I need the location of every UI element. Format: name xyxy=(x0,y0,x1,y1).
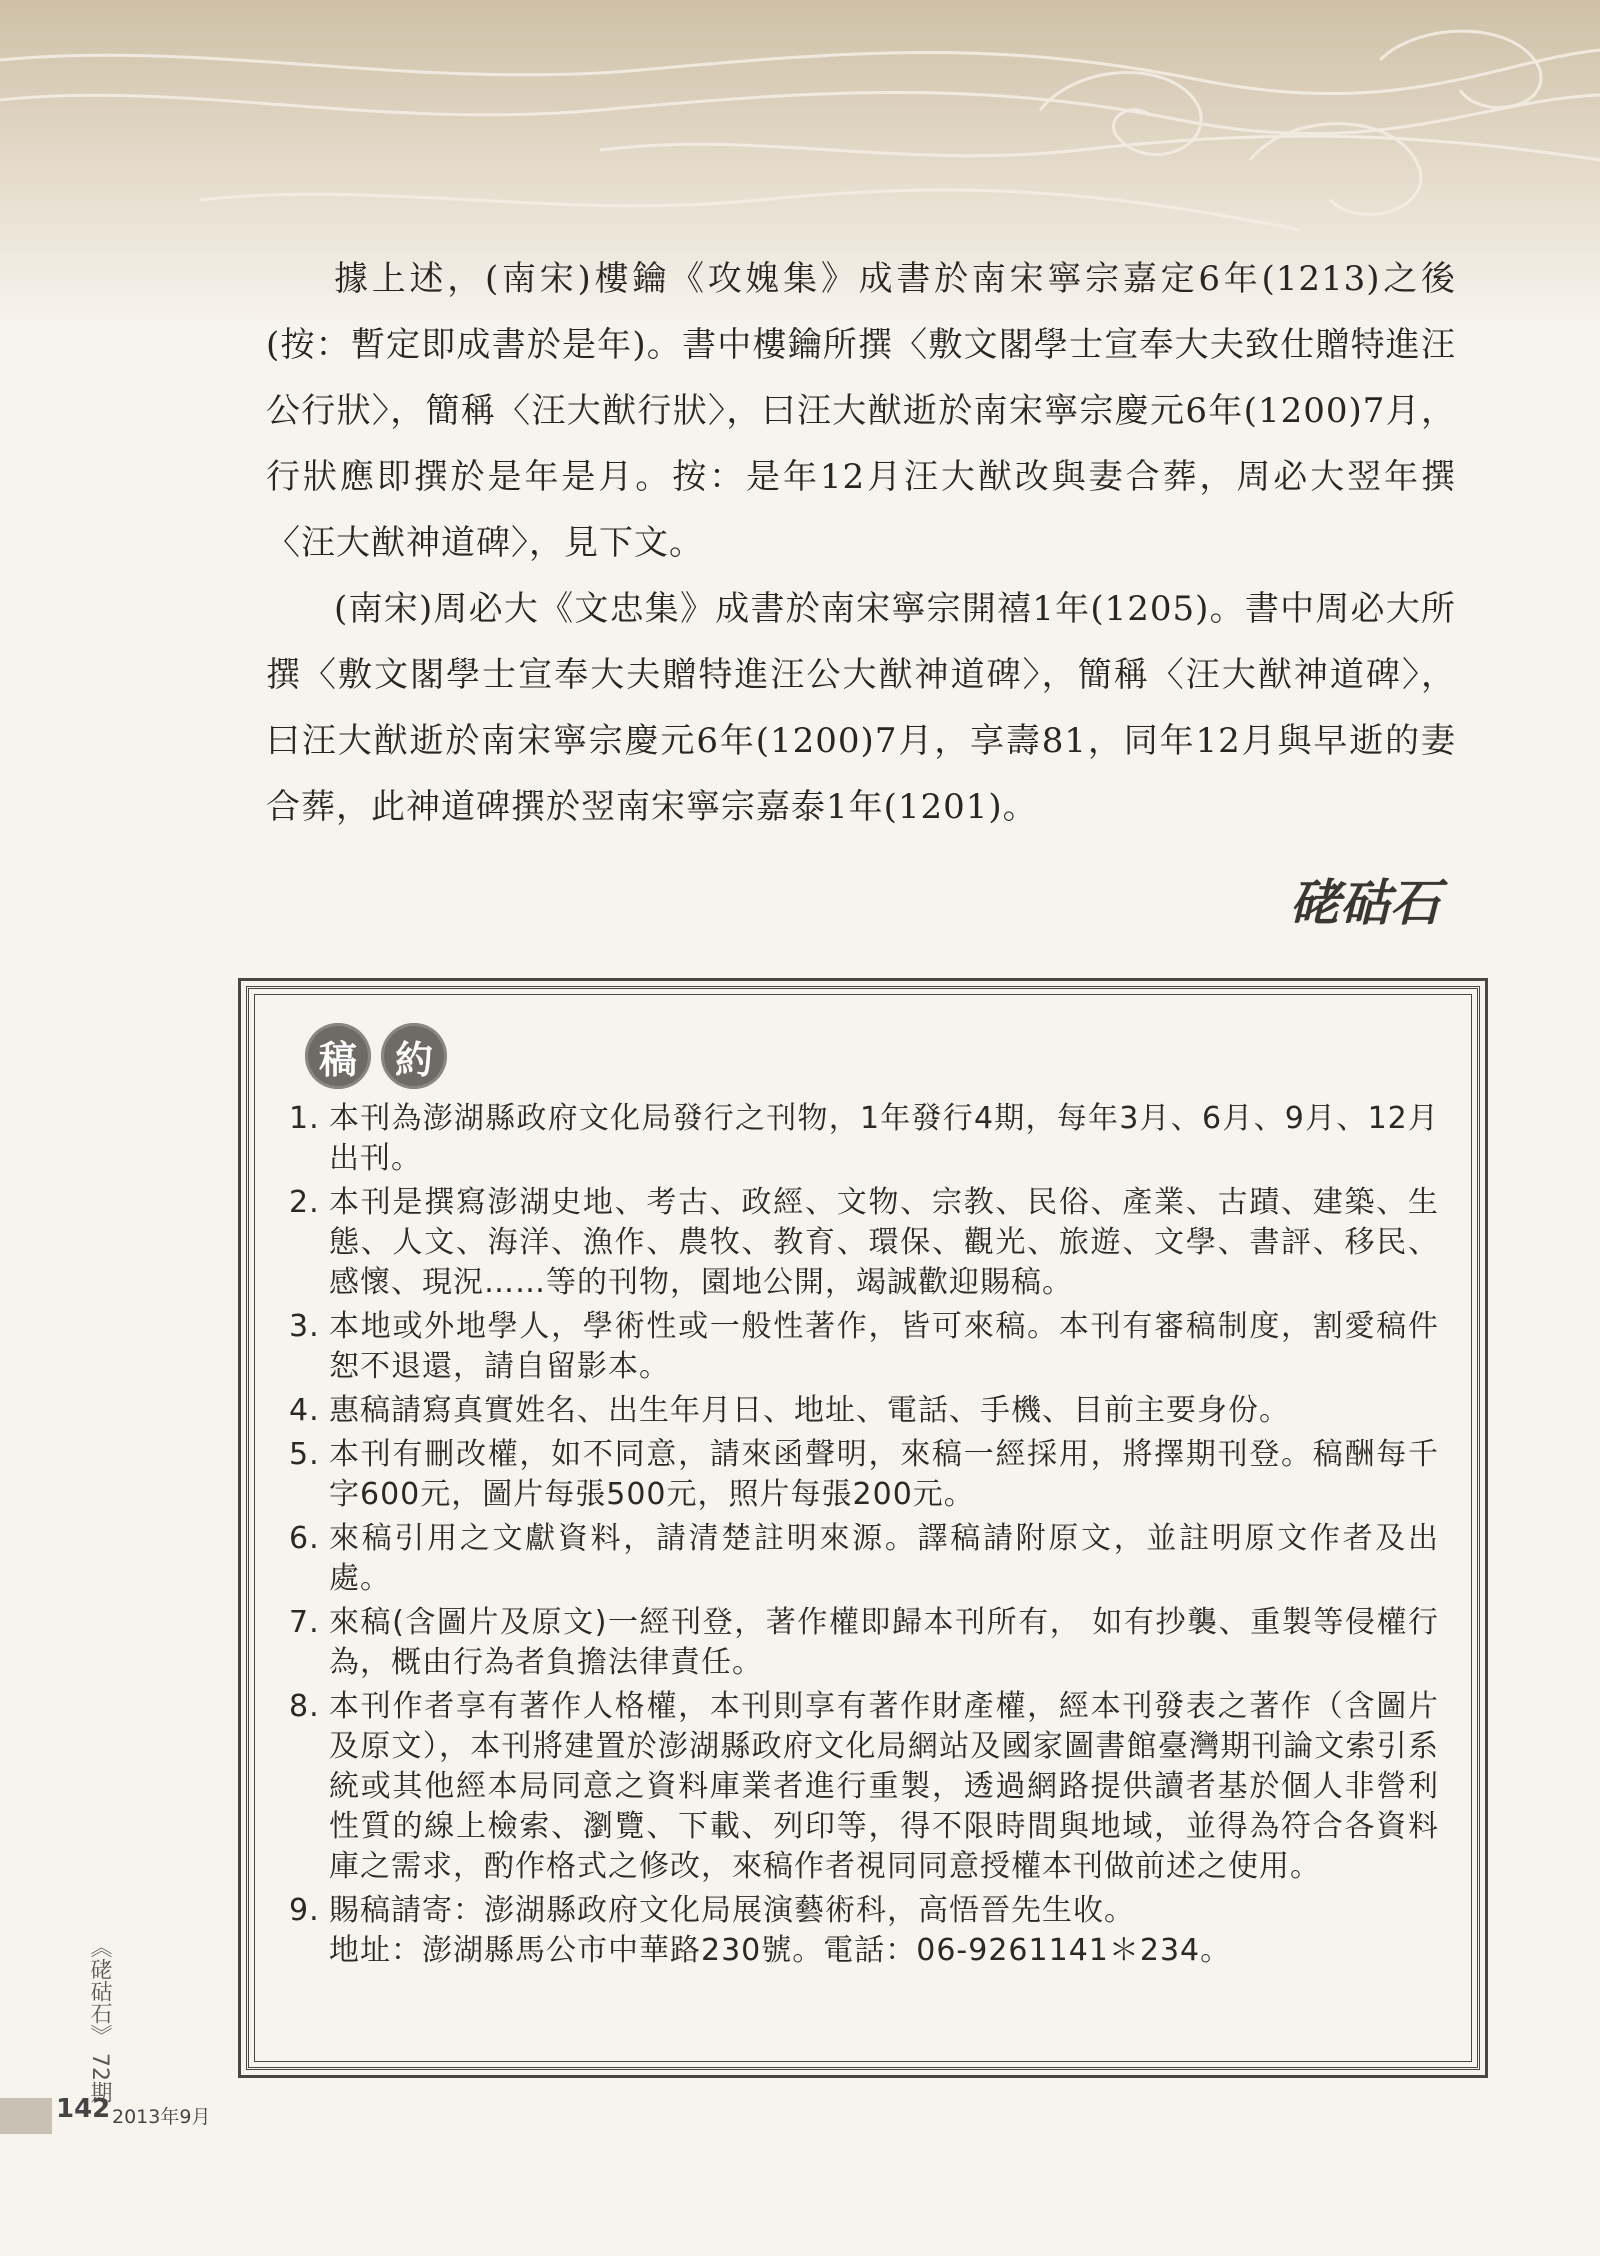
submission-guidelines-box xyxy=(238,978,1488,2078)
guideline-item xyxy=(289,1307,1439,1387)
guideline-number: 6. xyxy=(289,1521,320,1556)
svg-text:硓𥑮石: 硓𥑮石 xyxy=(1290,873,1440,932)
journal-logo-icon xyxy=(1290,868,1460,938)
guideline-number: 1. xyxy=(289,1101,320,1136)
guidelines-title xyxy=(305,1023,447,1093)
journal-name: 《硓𥑮石》 xyxy=(87,1936,112,2046)
guideline-item xyxy=(289,1435,1439,1515)
guideline-text: 本地或外地學人，學術性或一般性著作，皆可來稿。本刊有審稿制度，割愛稿件恕不退還，請自留影本。 xyxy=(329,1309,1439,1384)
issue-date: 2013年9月 xyxy=(112,2106,211,2128)
guideline-number: 9. xyxy=(289,1893,320,1928)
guideline-text-block xyxy=(329,1891,1439,1971)
guideline-item xyxy=(289,1099,1439,1179)
title-char: 稿 xyxy=(305,1023,371,1089)
guideline-number: 4. xyxy=(289,1393,320,1428)
guideline-text: 本刊是撰寫澎湖史地、考古、政經、文物、宗教、民俗、產業、古蹟、建築、生態、人文、海洋、漁作、農牧、教育、環保、觀光、旅遊、文學、書評、移民、感懷、現況……等的刊物，園地公開，竭誠歡迎賜稿。 xyxy=(329,1185,1439,1300)
guideline-item xyxy=(289,1519,1439,1599)
page-number: 142 xyxy=(56,2094,111,2124)
guideline-item xyxy=(289,1391,1439,1431)
guideline-item xyxy=(289,1687,1439,1887)
guideline-text: 來稿引用之文獻資料，請清楚註明來源。譯稿請附原文，並註明原文作者及出處。 xyxy=(329,1521,1439,1596)
guideline-number: 3. xyxy=(289,1309,320,1344)
guidelines-list xyxy=(289,1099,1439,1975)
guideline-item xyxy=(289,1891,1439,1971)
issue-number: 72期 xyxy=(87,2053,112,2103)
journal-side-label xyxy=(82,1936,112,2103)
submission-address: 地址：澎湖縣馬公市中華路230號。電話：06-9261141＊234。 xyxy=(329,1933,1232,1968)
guideline-text: 本刊作者享有著作人格權，本刊則享有著作財產權，經本刊發表之著作（含圖片及原文），本刊將建置於澎湖縣政府文化局網站及國家圖書館臺灣期刊論文索引系統或其他經本局同意之資料庫業者進行重製，透過網路提供讀者基於個人非營利性質的線上檢索、瀏覽、下載、列印等，得不限時間與地域，並得為符合各資料庫之需求，酌作格式之修改，來稿作者視同同意授權本刊做前述之使用。 xyxy=(329,1689,1439,1884)
guideline-item xyxy=(289,1603,1439,1683)
article-paragraph: 據上述，(南宋)樓鑰《攻媿集》成書於南宋寧宗嘉定6年(1213)之後(按：暫定即成書於是年)。書中樓鑰所撰〈敷文閣學士宣奉大夫致仕贈特進汪公行狀〉，簡稱〈汪大猷行狀〉，曰汪大猷逝於南宋寧宗慶元6年(1200)7月，行狀應即撰於是年是月。按：是年12月汪大猷改與妻合葬，周必大翌年撰〈汪大猷神道碑〉，見下文。 xyxy=(266,259,1456,563)
guideline-number: 5. xyxy=(289,1437,320,1472)
footer-bar xyxy=(0,2098,52,2134)
guideline-text: 本刊為澎湖縣政府文化局發行之刊物，1年發行4期，每年3月、6月、9月、12月出刊。 xyxy=(329,1101,1439,1176)
title-char: 約 xyxy=(381,1023,447,1089)
guideline-text: 本刊有刪改權，如不同意，請來函聲明，來稿一經採用，將擇期刊登。稿酬每千字600元，圖片每張500元，照片每張200元。 xyxy=(329,1437,1439,1512)
guideline-number: 7. xyxy=(289,1605,320,1640)
guideline-item xyxy=(289,1183,1439,1303)
guideline-text: 來稿(含圖片及原文)一經刊登，著作權即歸本刊所有， 如有抄襲、重製等侵權行為，概由行為者負擔法律責任。 xyxy=(329,1605,1439,1680)
guideline-text: 賜稿請寄：澎湖縣政府文化局展演藝術科，高悟晉先生收。 xyxy=(329,1893,1135,1928)
article-paragraph: (南宋)周必大《文忠集》成書於南宋寧宗開禧1年(1205)。書中周必大所撰〈敷文閣學士宣奉大夫贈特進汪公大猷神道碑〉，簡稱〈汪大猷神道碑〉，曰汪大猷逝於南宋寧宗慶元6年(1200)7月，享壽81，同年12月與早逝的妻合葬，此神道碑撰於翌南宋寧宗嘉泰1年(1201)。 xyxy=(266,589,1456,827)
guideline-number: 8. xyxy=(289,1689,320,1724)
article-body xyxy=(266,246,1456,840)
guideline-text: 惠稿請寫真實姓名、出生年月日、地址、電話、手機、目前主要身份。 xyxy=(329,1393,1290,1428)
guideline-number: 2. xyxy=(289,1185,320,1220)
